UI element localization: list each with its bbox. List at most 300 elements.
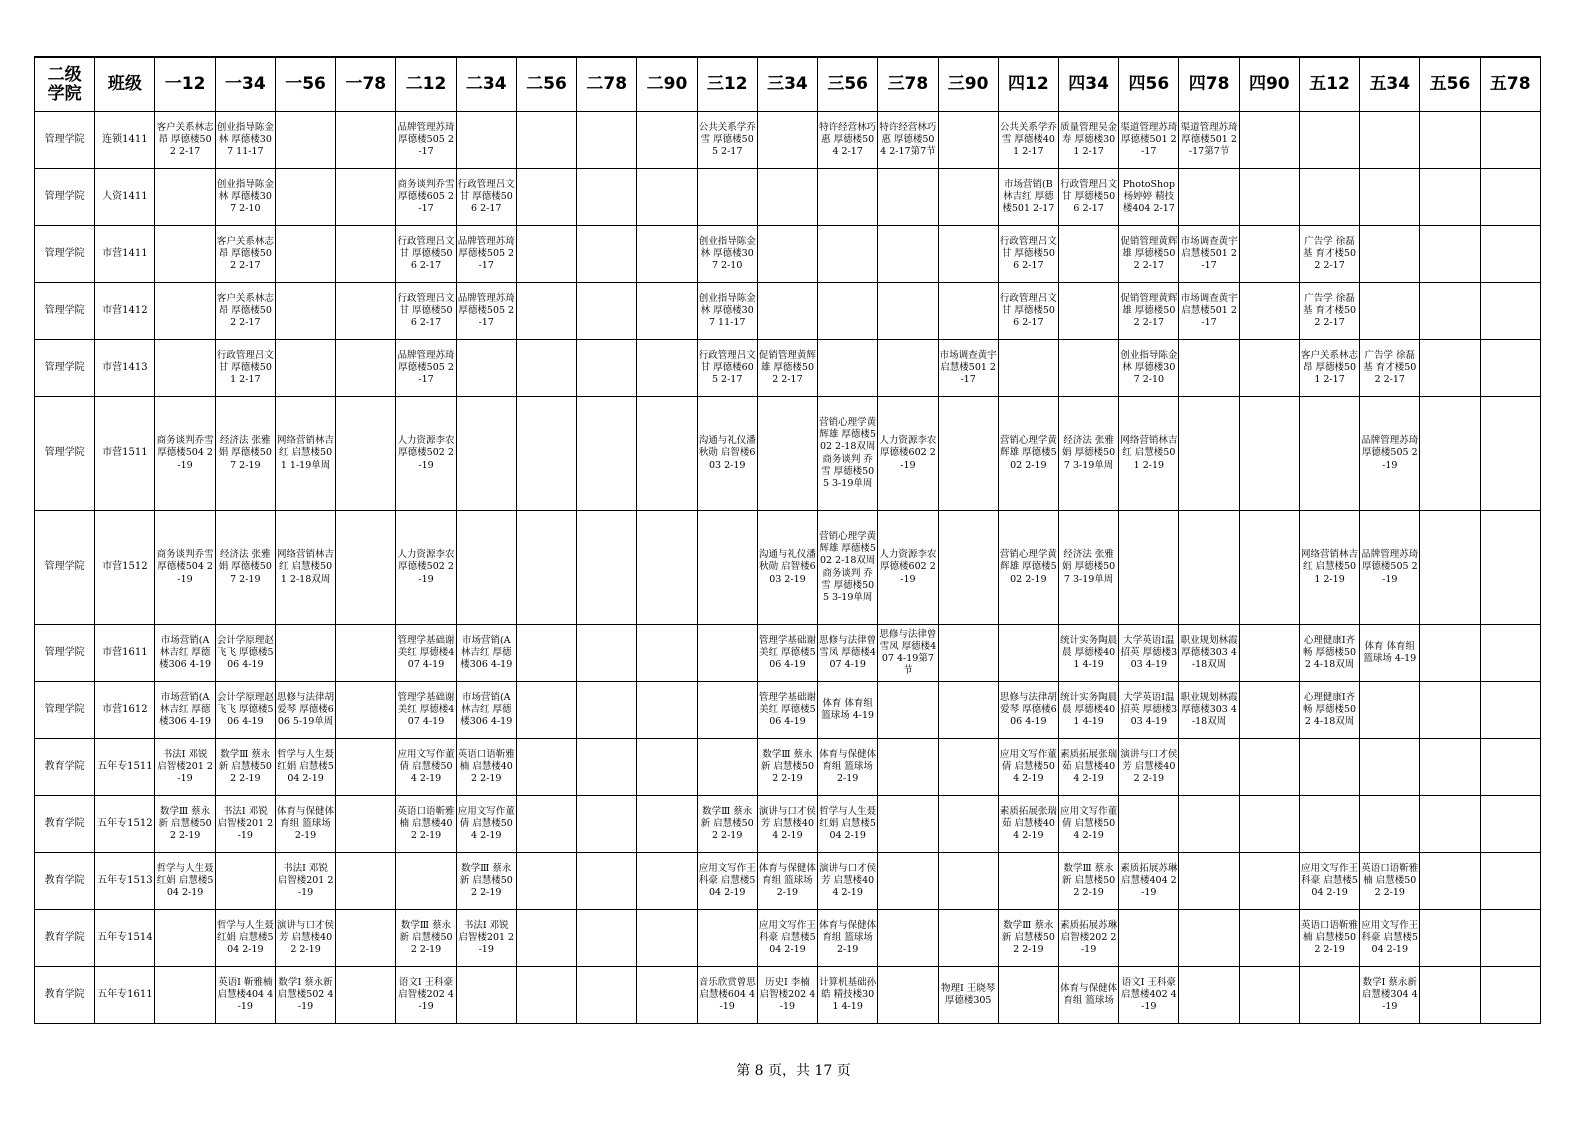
course-cell: 数学Ⅲ 蔡永新 启慧楼502 2-19 bbox=[757, 739, 817, 796]
course-cell: 会计学原理赵飞飞 厚德楼506 4-19 bbox=[215, 682, 275, 739]
table-row bbox=[35, 340, 1541, 397]
table-row bbox=[35, 910, 1541, 967]
course-cell: 品牌管理苏琦 厚德楼505 2-17 bbox=[456, 283, 516, 340]
course-cell bbox=[516, 682, 576, 739]
course-cell bbox=[275, 283, 335, 340]
column-header: 二34 bbox=[456, 57, 516, 112]
course-cell bbox=[697, 910, 757, 967]
course-cell: 创业指导陈金林 厚德楼307 2-10 bbox=[1119, 340, 1179, 397]
course-cell bbox=[938, 226, 998, 283]
table-row bbox=[35, 967, 1541, 1024]
course-cell: 思修与法律曾雪凤 厚德楼407 4-19第7节 bbox=[878, 625, 938, 682]
course-cell: 数学Ⅲ 蔡永新 启慧楼502 2-19 bbox=[396, 910, 456, 967]
course-cell bbox=[577, 397, 637, 511]
course-cell bbox=[1299, 397, 1359, 511]
course-cell bbox=[1480, 511, 1540, 625]
course-cell bbox=[577, 169, 637, 226]
course-cell: 大学英语Ⅰ温招英 厚德楼303 4-19 bbox=[1119, 625, 1179, 682]
course-cell bbox=[275, 226, 335, 283]
course-cell bbox=[275, 112, 335, 169]
course-cell bbox=[336, 625, 396, 682]
course-cell: 促销管理黄辉雄 厚德楼502 2-17 bbox=[1119, 226, 1179, 283]
course-cell bbox=[938, 853, 998, 910]
course-cell: 数学Ⅲ 蔡永新 启慧楼502 2-19 bbox=[1058, 853, 1118, 910]
course-cell: 计算机基础孙皓 精技楼301 4-19 bbox=[818, 967, 878, 1024]
course-cell bbox=[1179, 397, 1239, 511]
course-cell bbox=[757, 397, 817, 511]
course-cell bbox=[456, 511, 516, 625]
course-cell: 英语口语靳雅楠 启慧楼502 2-19 bbox=[1299, 910, 1359, 967]
course-cell: 演讲与口才侯芳 启慧楼404 2-19 bbox=[757, 796, 817, 853]
column-header: 二78 bbox=[577, 57, 637, 112]
table-row bbox=[35, 511, 1541, 625]
table-row bbox=[35, 796, 1541, 853]
course-cell: 市场调查黄宇 启慧楼501 2-17 bbox=[1179, 226, 1239, 283]
course-cell bbox=[998, 340, 1058, 397]
column-header: 四12 bbox=[998, 57, 1058, 112]
course-cell: 公共关系学乔雪 厚德楼401 2-17 bbox=[998, 112, 1058, 169]
course-cell: 行政管理吕文甘 厚德楼605 2-17 bbox=[697, 340, 757, 397]
course-cell bbox=[336, 112, 396, 169]
course-cell bbox=[1420, 169, 1480, 226]
course-cell: 素质拓展苏琳 启智楼202 2-19 bbox=[1058, 910, 1118, 967]
course-cell: 历史Ⅰ 李楠 启智楼202 4-19 bbox=[757, 967, 817, 1024]
course-cell bbox=[637, 967, 697, 1024]
course-cell: 哲学与人生聂红娟 启慧楼504 2-19 bbox=[275, 739, 335, 796]
course-cell bbox=[1119, 796, 1179, 853]
course-cell: 网络营销林吉红 启慧楼501 2-19 bbox=[1299, 511, 1359, 625]
course-cell bbox=[878, 910, 938, 967]
course-cell bbox=[1179, 853, 1239, 910]
course-cell: 英语口语靳雅楠 启慧楼402 2-19 bbox=[456, 739, 516, 796]
course-cell bbox=[516, 967, 576, 1024]
course-cell: 素质拓展苏琳 启慧楼404 2-19 bbox=[1119, 853, 1179, 910]
course-cell: 行政管理吕文甘 厚德楼506 2-17 bbox=[998, 226, 1058, 283]
class-cell: 市营1511 bbox=[95, 397, 155, 511]
course-cell: 经济法 张雅娟 厚德楼507 3-19单周 bbox=[1058, 511, 1118, 625]
course-cell bbox=[336, 340, 396, 397]
course-cell bbox=[215, 853, 275, 910]
course-cell: 人力资源李农 厚德楼502 2-19 bbox=[396, 511, 456, 625]
column-header: 五56 bbox=[1420, 57, 1480, 112]
column-header: 四90 bbox=[1239, 57, 1299, 112]
column-header: 五78 bbox=[1480, 57, 1540, 112]
course-cell bbox=[1480, 112, 1540, 169]
table-row bbox=[35, 112, 1541, 169]
course-cell: 特许经营林巧惠 厚德楼504 2-17 bbox=[818, 112, 878, 169]
course-cell: 书法Ⅰ 邓锐 启智楼201 2-19 bbox=[275, 853, 335, 910]
course-cell bbox=[155, 169, 215, 226]
column-header: 一78 bbox=[336, 57, 396, 112]
course-cell: 书法Ⅰ 邓锐 启智楼201 2-19 bbox=[155, 739, 215, 796]
course-cell: 英语口语靳雅楠 启慧楼402 2-19 bbox=[396, 796, 456, 853]
course-cell bbox=[577, 739, 637, 796]
course-cell: 行政管理吕文甘 厚德楼506 2-17 bbox=[396, 283, 456, 340]
course-cell bbox=[1239, 625, 1299, 682]
course-cell bbox=[577, 511, 637, 625]
course-cell bbox=[1360, 739, 1420, 796]
course-cell: 思修与法律曾雪凤 厚德楼407 4-19 bbox=[818, 625, 878, 682]
course-cell bbox=[938, 910, 998, 967]
course-cell bbox=[1299, 169, 1359, 226]
course-cell bbox=[1179, 511, 1239, 625]
course-cell: 体育与保健体育组 篮球场 bbox=[1058, 967, 1118, 1024]
course-cell bbox=[878, 682, 938, 739]
course-cell: 品牌管理苏琦 厚德楼505 2-17 bbox=[396, 340, 456, 397]
course-cell bbox=[938, 796, 998, 853]
course-cell bbox=[1480, 397, 1540, 511]
course-cell: 客户关系林志昂 厚德楼502 2-17 bbox=[215, 226, 275, 283]
course-cell bbox=[577, 340, 637, 397]
course-cell bbox=[697, 682, 757, 739]
course-cell bbox=[637, 625, 697, 682]
table-row bbox=[35, 226, 1541, 283]
course-cell bbox=[1420, 283, 1480, 340]
course-cell bbox=[1420, 967, 1480, 1024]
course-cell: 行政管理吕文甘 厚德楼506 2-17 bbox=[1058, 169, 1118, 226]
course-cell: 统计实务陶晨晨 厚德楼401 4-19 bbox=[1058, 625, 1118, 682]
course-cell bbox=[336, 169, 396, 226]
course-cell bbox=[1360, 169, 1420, 226]
course-cell: 经济法 张雅娟 厚德楼507 2-19 bbox=[215, 511, 275, 625]
course-cell: 书法Ⅰ 邓锐 启智楼201 2-19 bbox=[215, 796, 275, 853]
course-cell bbox=[637, 169, 697, 226]
course-cell bbox=[1420, 796, 1480, 853]
course-cell: 体育与保健体育组 篮球场 2-19 bbox=[275, 796, 335, 853]
course-cell bbox=[818, 169, 878, 226]
course-cell: 营销心理学黄辉雄 厚德楼502 2-18双周 商务谈判 乔雪 厚德楼505 3-19单周 bbox=[818, 511, 878, 625]
course-cell bbox=[155, 967, 215, 1024]
course-cell: 营销心理学黄辉雄 厚德楼502 2-18双周 商务谈判 乔雪 厚德楼505 3-19单周 bbox=[818, 397, 878, 511]
table-row bbox=[35, 682, 1541, 739]
class-cell: 五年专1514 bbox=[95, 910, 155, 967]
course-cell bbox=[1119, 511, 1179, 625]
course-cell bbox=[1420, 511, 1480, 625]
course-cell: 客户关系林志昂 厚德楼502 2-17 bbox=[215, 283, 275, 340]
class-cell: 五年专1513 bbox=[95, 853, 155, 910]
course-cell bbox=[1058, 340, 1118, 397]
course-cell: 质量管理吴金寿 厚德楼301 2-17 bbox=[1058, 112, 1118, 169]
course-cell bbox=[577, 283, 637, 340]
course-cell bbox=[1239, 967, 1299, 1024]
course-cell: 渠道管理苏琦 厚德楼501 2-17第7节 bbox=[1179, 112, 1239, 169]
course-cell: 市场调查黄宇 启慧楼501 2-17 bbox=[1179, 283, 1239, 340]
course-cell bbox=[637, 796, 697, 853]
table-row bbox=[35, 739, 1541, 796]
course-cell: 经济法 张雅娟 厚德楼507 2-19 bbox=[215, 397, 275, 511]
course-cell: 应用文写作董倩 启慧楼504 2-19 bbox=[998, 739, 1058, 796]
course-cell bbox=[1480, 625, 1540, 682]
course-cell: 网络营销林吉红 启慧楼501 2-19 bbox=[1119, 397, 1179, 511]
course-cell: 行政管理吕文甘 厚德楼506 2-17 bbox=[396, 226, 456, 283]
table-row bbox=[35, 283, 1541, 340]
course-cell bbox=[938, 511, 998, 625]
course-cell: 广告学 徐磊基 育才楼502 2-17 bbox=[1299, 283, 1359, 340]
college-cell: 管理学院 bbox=[35, 283, 95, 340]
course-cell bbox=[336, 739, 396, 796]
course-cell bbox=[1179, 967, 1239, 1024]
course-cell bbox=[336, 283, 396, 340]
course-cell: 管理学基础谢美红 厚德楼506 4-19 bbox=[757, 682, 817, 739]
course-cell: 应用文写作王科豪 启慧楼504 2-19 bbox=[1299, 853, 1359, 910]
course-cell: 行政管理吕文甘 厚德楼506 2-17 bbox=[456, 169, 516, 226]
class-cell: 市营1412 bbox=[95, 283, 155, 340]
column-header: 三78 bbox=[878, 57, 938, 112]
column-header: 二12 bbox=[396, 57, 456, 112]
course-cell bbox=[1239, 511, 1299, 625]
table-row bbox=[35, 169, 1541, 226]
course-cell bbox=[577, 796, 637, 853]
course-cell bbox=[697, 739, 757, 796]
class-cell: 市营1612 bbox=[95, 682, 155, 739]
course-cell bbox=[938, 739, 998, 796]
course-cell: 创业指导陈金林 厚德楼307 2-10 bbox=[697, 226, 757, 283]
course-cell: 创业指导陈金林 厚德楼307 11-17 bbox=[697, 283, 757, 340]
column-header: 五12 bbox=[1299, 57, 1359, 112]
course-cell bbox=[1179, 796, 1239, 853]
course-cell bbox=[456, 967, 516, 1024]
course-cell bbox=[1360, 796, 1420, 853]
course-cell bbox=[1239, 283, 1299, 340]
column-header: 班级 bbox=[95, 57, 155, 112]
course-cell: 市场营销(A林吉红 厚德楼306 4-19 bbox=[155, 625, 215, 682]
course-cell: 公共关系学乔雪 厚德楼505 2-17 bbox=[697, 112, 757, 169]
course-cell: 体育与保健体育组 篮球场 2-19 bbox=[818, 739, 878, 796]
course-cell bbox=[336, 910, 396, 967]
course-cell bbox=[155, 283, 215, 340]
course-cell bbox=[938, 397, 998, 511]
class-cell: 市营1512 bbox=[95, 511, 155, 625]
course-cell: 语文Ⅰ 王科豪 启慧楼402 4-19 bbox=[1119, 967, 1179, 1024]
course-cell: 客户关系林志昂 厚德楼502 2-17 bbox=[155, 112, 215, 169]
course-cell: 大学英语Ⅰ温招英 厚德楼303 4-19 bbox=[1119, 682, 1179, 739]
course-cell: 市场营销(B林吉红 厚德楼501 2-17 bbox=[998, 169, 1058, 226]
course-cell bbox=[1239, 853, 1299, 910]
course-cell bbox=[1360, 283, 1420, 340]
course-cell: 素质拓展张瑞茹 启慧楼404 2-19 bbox=[998, 796, 1058, 853]
course-cell bbox=[336, 682, 396, 739]
course-cell bbox=[1480, 340, 1540, 397]
course-cell bbox=[1420, 625, 1480, 682]
course-cell bbox=[577, 853, 637, 910]
course-cell: 市场营销(A林吉红 厚德楼306 4-19 bbox=[456, 682, 516, 739]
course-cell: 数学Ⅲ 蔡永新 启慧楼502 2-19 bbox=[456, 853, 516, 910]
course-cell bbox=[637, 283, 697, 340]
course-cell: 体育 体育组 篮球场 4-19 bbox=[1360, 625, 1420, 682]
course-cell bbox=[1480, 682, 1540, 739]
course-cell bbox=[336, 853, 396, 910]
column-header: 二56 bbox=[516, 57, 576, 112]
course-cell bbox=[516, 283, 576, 340]
course-cell bbox=[637, 112, 697, 169]
course-cell: 体育与保健体育组 篮球场 2-19 bbox=[818, 910, 878, 967]
course-cell bbox=[336, 226, 396, 283]
course-cell bbox=[1299, 796, 1359, 853]
class-cell: 市营1611 bbox=[95, 625, 155, 682]
course-cell: 品牌管理苏琦 厚德楼505 2-17 bbox=[456, 226, 516, 283]
column-header: 三12 bbox=[697, 57, 757, 112]
course-cell: 行政管理吕文甘 厚德楼506 2-17 bbox=[998, 283, 1058, 340]
course-cell: 人力资源李农 厚德楼602 2-19 bbox=[878, 397, 938, 511]
course-cell bbox=[1119, 910, 1179, 967]
course-cell bbox=[637, 397, 697, 511]
college-cell: 教育学院 bbox=[35, 796, 95, 853]
course-cell: 创业指导陈金林 厚德楼307 11-17 bbox=[215, 112, 275, 169]
course-cell bbox=[577, 226, 637, 283]
course-cell: 品牌管理苏琦 厚德楼505 2-17 bbox=[396, 112, 456, 169]
course-cell: 管理学基础谢美红 厚德楼506 4-19 bbox=[757, 625, 817, 682]
college-cell: 教育学院 bbox=[35, 910, 95, 967]
column-header: 三56 bbox=[818, 57, 878, 112]
course-cell bbox=[938, 283, 998, 340]
course-cell bbox=[878, 967, 938, 1024]
course-cell: 促销管理黄辉雄 厚德楼502 2-17 bbox=[757, 340, 817, 397]
course-cell bbox=[998, 853, 1058, 910]
course-cell bbox=[456, 397, 516, 511]
course-cell bbox=[1239, 112, 1299, 169]
class-cell: 市营1411 bbox=[95, 226, 155, 283]
course-cell: 应用文写作董倩 启慧楼504 2-19 bbox=[456, 796, 516, 853]
table-row bbox=[35, 397, 1541, 511]
table-row bbox=[35, 625, 1541, 682]
course-cell: 书法Ⅰ 邓锐 启智楼201 2-19 bbox=[456, 910, 516, 967]
college-cell: 教育学院 bbox=[35, 853, 95, 910]
course-cell bbox=[1480, 169, 1540, 226]
college-cell: 管理学院 bbox=[35, 340, 95, 397]
course-cell: 经济法 张雅娟 厚德楼507 3-19单周 bbox=[1058, 397, 1118, 511]
course-cell: 数学Ⅲ 蔡永新 启慧楼502 2-19 bbox=[697, 796, 757, 853]
course-cell bbox=[275, 169, 335, 226]
course-cell bbox=[336, 967, 396, 1024]
course-cell: 网络营销林吉红 启慧楼501 1-19单周 bbox=[275, 397, 335, 511]
course-cell: 语文Ⅰ 王科豪 启智楼202 4-19 bbox=[396, 967, 456, 1024]
course-cell: 数学Ⅰ 蔡永新 启慧楼502 4-19 bbox=[275, 967, 335, 1024]
course-cell: 体育与保健体育组 篮球场 2-19 bbox=[757, 853, 817, 910]
course-cell: 心理健康Ⅰ齐畅 厚德楼502 4-18双周 bbox=[1299, 625, 1359, 682]
course-cell: 管理学基础谢美红 厚德楼407 4-19 bbox=[396, 625, 456, 682]
course-cell bbox=[336, 397, 396, 511]
course-cell: 广告学 徐磊基 育才楼502 2-17 bbox=[1299, 226, 1359, 283]
course-cell bbox=[577, 625, 637, 682]
course-cell: 哲学与人生聂红娟 启慧楼504 2-19 bbox=[818, 796, 878, 853]
course-cell bbox=[577, 910, 637, 967]
course-cell bbox=[1239, 340, 1299, 397]
course-cell bbox=[516, 796, 576, 853]
course-cell: 渠道管理苏琦 厚德楼501 2-17 bbox=[1119, 112, 1179, 169]
course-cell bbox=[1239, 682, 1299, 739]
column-header: 四78 bbox=[1179, 57, 1239, 112]
course-cell bbox=[697, 169, 757, 226]
college-cell: 管理学院 bbox=[35, 169, 95, 226]
course-cell bbox=[1420, 397, 1480, 511]
course-cell bbox=[757, 169, 817, 226]
course-cell bbox=[757, 112, 817, 169]
course-cell bbox=[1299, 967, 1359, 1024]
course-cell: 应用文写作王科豪 启慧楼504 2-19 bbox=[1360, 910, 1420, 967]
course-cell bbox=[516, 625, 576, 682]
column-header: 二级学院 bbox=[35, 57, 95, 112]
course-cell bbox=[516, 511, 576, 625]
course-cell: 会计学原理赵飞飞 厚德楼506 4-19 bbox=[215, 625, 275, 682]
course-cell bbox=[516, 112, 576, 169]
course-cell bbox=[1420, 682, 1480, 739]
course-cell bbox=[1360, 226, 1420, 283]
course-cell bbox=[577, 112, 637, 169]
header-row bbox=[35, 57, 1541, 112]
course-cell: 思修与法律胡爱琴 厚德楼606 5-19单周 bbox=[275, 682, 335, 739]
class-cell: 五年专1611 bbox=[95, 967, 155, 1024]
course-cell: 数学Ⅲ 蔡永新 启慧楼502 2-19 bbox=[155, 796, 215, 853]
course-cell: 市场营销(A林吉红 厚德楼306 4-19 bbox=[456, 625, 516, 682]
column-header: 一56 bbox=[275, 57, 335, 112]
course-cell: 客户关系林志昂 厚德楼501 2-17 bbox=[1299, 340, 1359, 397]
course-cell: 统计实务陶晨晨 厚德楼401 4-19 bbox=[1058, 682, 1118, 739]
course-cell bbox=[878, 796, 938, 853]
course-cell: 应用文写作董倩 启慧楼504 2-19 bbox=[1058, 796, 1118, 853]
college-cell: 管理学院 bbox=[35, 112, 95, 169]
course-cell bbox=[878, 283, 938, 340]
class-cell: 连锁1411 bbox=[95, 112, 155, 169]
course-cell: 创业指导陈金林 厚德楼307 2-10 bbox=[215, 169, 275, 226]
column-header: 四56 bbox=[1119, 57, 1179, 112]
course-cell: 数学Ⅰ 蔡永新 启慧楼304 4-19 bbox=[1360, 967, 1420, 1024]
course-cell bbox=[336, 511, 396, 625]
course-cell bbox=[516, 853, 576, 910]
course-cell: 沟通与礼仪潘秋勋 启智楼603 2-19 bbox=[757, 511, 817, 625]
college-cell: 管理学院 bbox=[35, 511, 95, 625]
course-cell bbox=[1420, 112, 1480, 169]
course-cell: 演讲与口才侯芳 启慧楼404 2-19 bbox=[818, 853, 878, 910]
course-cell bbox=[757, 226, 817, 283]
course-cell bbox=[637, 910, 697, 967]
course-cell bbox=[757, 283, 817, 340]
class-cell: 五年专1511 bbox=[95, 739, 155, 796]
course-cell: 人力资源李农 厚德楼502 2-19 bbox=[396, 397, 456, 511]
course-cell bbox=[1420, 739, 1480, 796]
course-cell bbox=[697, 625, 757, 682]
course-cell bbox=[998, 967, 1058, 1024]
course-cell: 英语Ⅰ 靳雅楠 启慧楼404 4-19 bbox=[215, 967, 275, 1024]
column-header: 一12 bbox=[155, 57, 215, 112]
course-cell: 哲学与人生聂红娟 启慧楼504 2-19 bbox=[155, 853, 215, 910]
course-cell bbox=[1299, 112, 1359, 169]
college-cell: 管理学院 bbox=[35, 397, 95, 511]
course-cell bbox=[516, 340, 576, 397]
column-header: 四34 bbox=[1058, 57, 1118, 112]
course-cell bbox=[1239, 397, 1299, 511]
course-cell bbox=[456, 112, 516, 169]
class-cell: 市营1413 bbox=[95, 340, 155, 397]
course-cell: 应用文写作王科豪 启慧楼504 2-19 bbox=[757, 910, 817, 967]
course-cell: PhotoShop杨婷婷 精技楼404 2-17 bbox=[1119, 169, 1179, 226]
course-cell bbox=[637, 340, 697, 397]
course-cell: 体育 体育组 篮球场 4-19 bbox=[818, 682, 878, 739]
course-cell: 人力资源李农 厚德楼602 2-19 bbox=[878, 511, 938, 625]
course-cell bbox=[516, 397, 576, 511]
course-cell bbox=[1058, 283, 1118, 340]
college-cell: 教育学院 bbox=[35, 967, 95, 1024]
course-cell: 演讲与口才侯芳 启慧楼402 2-19 bbox=[1119, 739, 1179, 796]
course-cell bbox=[878, 853, 938, 910]
course-cell bbox=[275, 340, 335, 397]
course-cell bbox=[1179, 739, 1239, 796]
course-cell bbox=[878, 169, 938, 226]
course-cell: 英语口语靳雅楠 启慧楼502 2-19 bbox=[1360, 853, 1420, 910]
course-cell bbox=[1360, 112, 1420, 169]
course-cell bbox=[637, 511, 697, 625]
course-cell: 行政管理吕文甘 厚德楼501 2-17 bbox=[215, 340, 275, 397]
course-cell: 哲学与人生聂红娟 启慧楼504 2-19 bbox=[215, 910, 275, 967]
